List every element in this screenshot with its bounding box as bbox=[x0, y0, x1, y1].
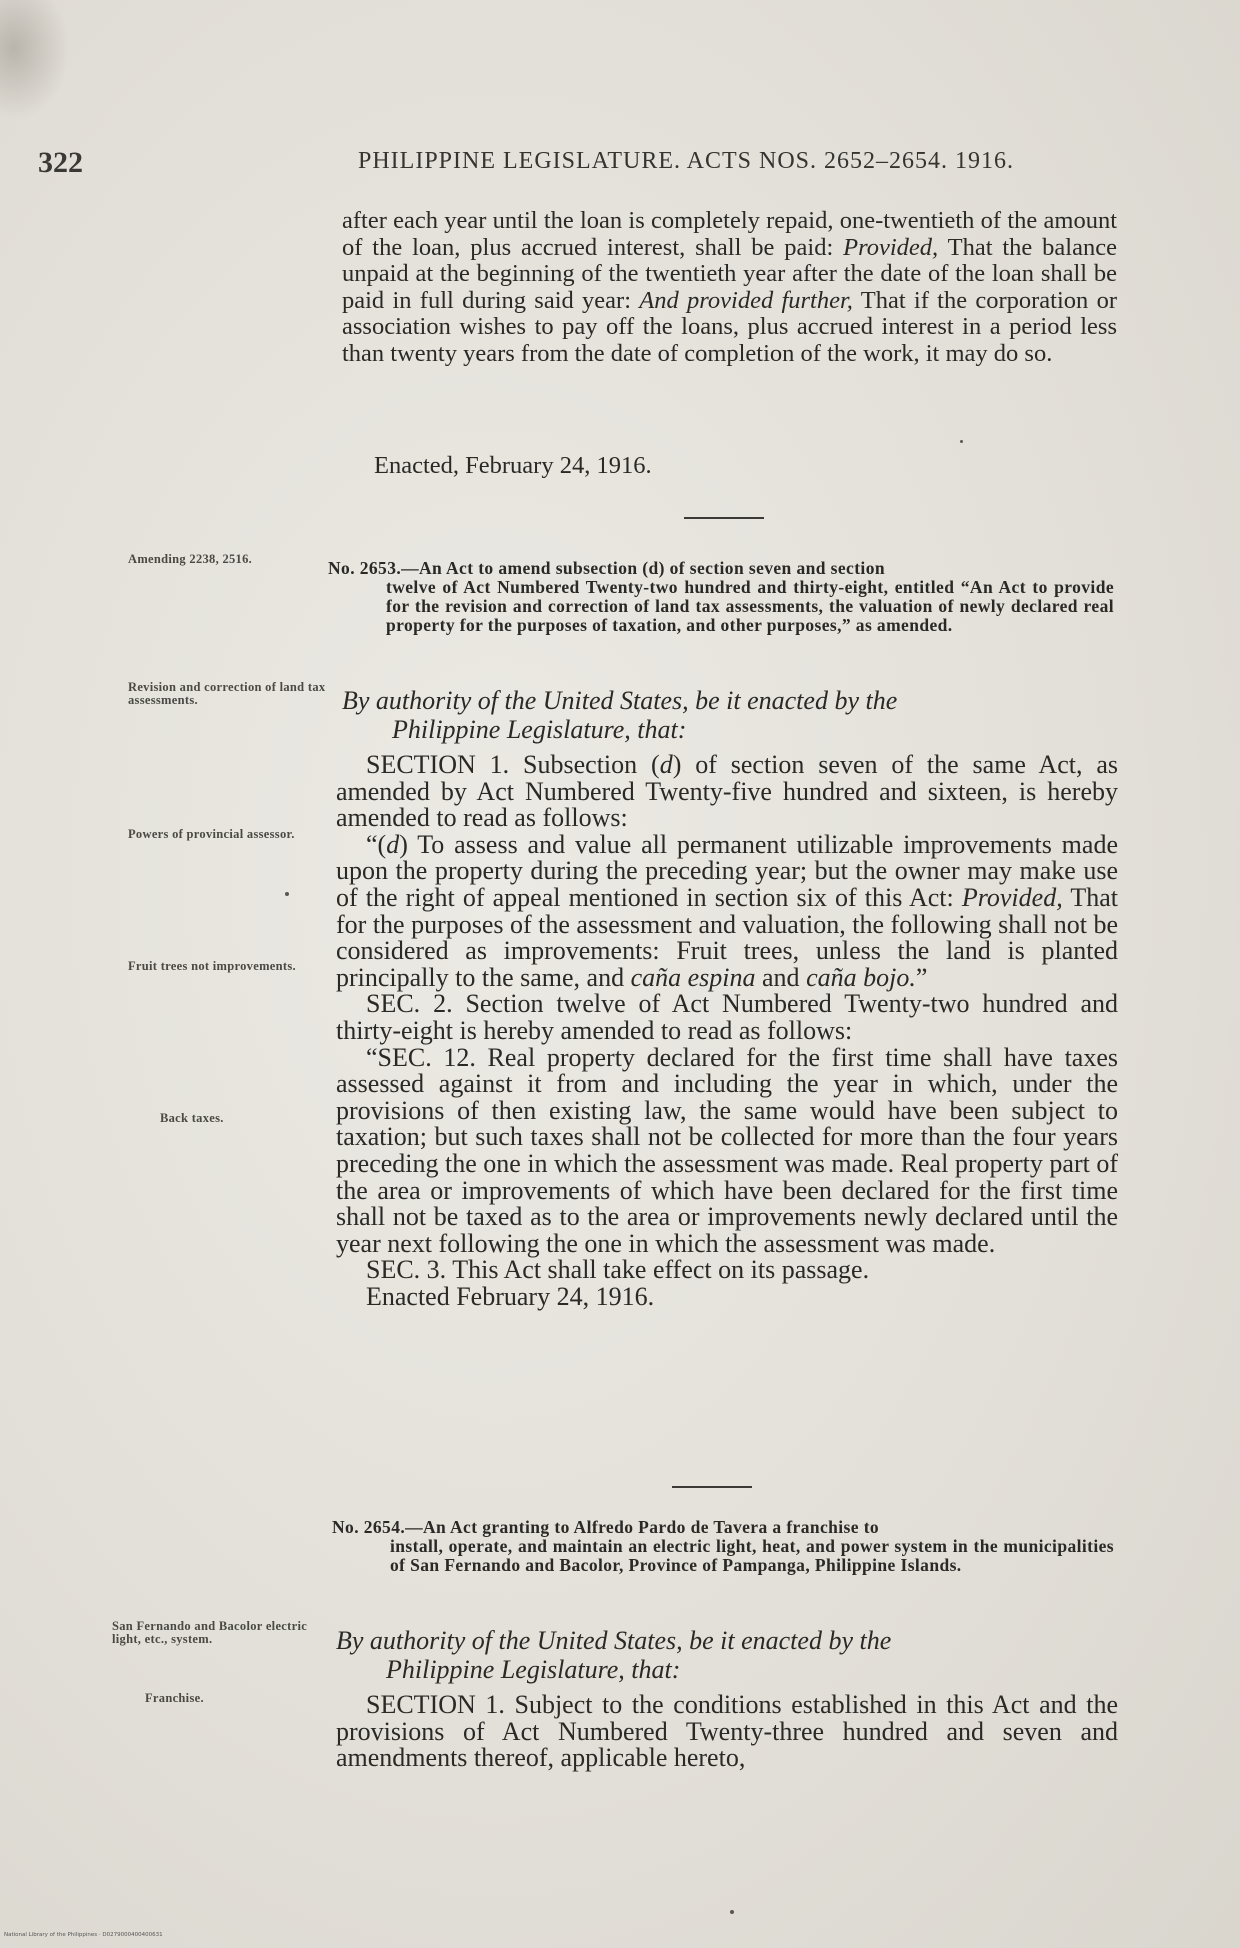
margin-note-san-fernando: San Fernando and Bacolor electric light, etc., system. bbox=[112, 1619, 308, 1646]
provided-further-italic: And provided further, bbox=[639, 286, 853, 314]
enacting-line-2: Philippine Legislature, that: bbox=[386, 1655, 681, 1684]
act-2652-enacted-date: Enacted, February 24, 1916. bbox=[374, 452, 652, 479]
provided-italic: Provided, bbox=[843, 233, 939, 261]
act-2653-enacting-clause bbox=[342, 686, 1117, 744]
section-divider-2 bbox=[672, 1486, 752, 1488]
act-2653-enacted-date: Enacted February 24, 1916. bbox=[366, 1281, 655, 1311]
scan-stain bbox=[0, 0, 70, 120]
quote-end: ” bbox=[915, 962, 928, 992]
act-2653-heading bbox=[328, 559, 1114, 635]
margin-note-back-taxes: Back taxes. bbox=[160, 1111, 224, 1125]
act-2653-section-3: SEC. 3. This Act shall take effect on its passage. bbox=[366, 1255, 870, 1285]
act-2652-closing-paragraph bbox=[342, 208, 1117, 367]
act-2654-heading-rest: install, operate, and maintain an electric light, heat, and power system in the municipalities of San Fernando and Bacolor, Province of Pampanga, Philippine Islands. bbox=[390, 1536, 1114, 1575]
and-word: and bbox=[755, 962, 807, 992]
act-2654-heading bbox=[332, 1518, 1114, 1575]
act-2654-heading-prefix: No. 2654.—An Act granting to Alfredo Pardo de Tavera a franchise to bbox=[332, 1517, 880, 1537]
sec1-text-a: SECTION 1. Subsection ( bbox=[366, 750, 660, 779]
act-2653-heading-rest: twelve of Act Numbered Twenty-two hundred and thirty-eight, entitled “An Act to provide for the revision and correction of land tax assessments, the valuation of newly declared real property for the purposes of taxation, and other purposes,” as amended. bbox=[386, 577, 1114, 635]
margin-note-franchise: Franchise. bbox=[145, 1691, 204, 1705]
running-head: PHILIPPINE LEGISLATURE. ACTS NOS. 2652–2654. 1916. bbox=[358, 148, 1015, 174]
act-2654-body bbox=[336, 1692, 1118, 1772]
margin-note-powers: Powers of provincial assessor. bbox=[128, 827, 295, 841]
scan-speck bbox=[730, 1910, 734, 1914]
scan-speck bbox=[960, 440, 963, 443]
act-2652-text-3: That if the corporation or association wishes to pay off the loans, plus accrued interest in a period less than twenty years from the date of completion of the work, it may do so. bbox=[342, 286, 1117, 367]
margin-note-revision: Revision and correction of land tax assessments. bbox=[128, 680, 326, 707]
act-2652-text-1: after each year until the loan is completely repaid, one-twentieth of the amount of the loan, plus accrued interest, shall be paid: bbox=[342, 207, 1117, 261]
quote-provided: Provided, bbox=[961, 882, 1063, 912]
quote-d: d bbox=[386, 829, 400, 859]
act-2653-quoted-subsection-d bbox=[336, 829, 1119, 992]
library-stamp: National Library of the Philippines · D0279000400400631 bbox=[4, 1932, 163, 1938]
enacting-line-1: By authority of the United States, be it enacted by the bbox=[342, 686, 898, 715]
act-2654-enacting-clause bbox=[336, 1626, 1111, 1684]
cana-bojo: caña bojo. bbox=[806, 962, 916, 992]
quote-b: ) To assess and value all permanent utilizable improvements made upon the property during the preceding year; but the owner may make use of the right of appeal mentioned in section six of this Act: bbox=[336, 829, 1118, 912]
sec1-d: d bbox=[659, 750, 673, 779]
enacting-line-2: Philippine Legislature, that: bbox=[392, 715, 687, 744]
quote-c: That for the purposes of the assessment and valuation, the following shall not be considered as improvements: Fruit trees, unless the land is planted principally to the same, and bbox=[336, 882, 1119, 992]
scan-speck bbox=[285, 892, 289, 896]
act-2653-section-2: SEC. 2. Section twelve of Act Numbered Twenty-two hundred and thirty-eight is hereby amended to read as follows: bbox=[336, 989, 1118, 1045]
cana-espina: caña espina bbox=[630, 962, 756, 992]
act-2653-quoted-section-12: “SEC. 12. Real property declared for the first time shall have taxes assessed against it from and including the year in which, under the provisions of then existing law, the same would have been subject to taxation; but such taxes shall not be collected for more than the four years preceding the one in which the assessment was made. Real property part of the area or improvements of which have been declared for the first time shall not be taxed as to the area or improvements newly declared until the year next following the one in which the assessment was made. bbox=[336, 1042, 1118, 1258]
act-2652-text-2: That the balance unpaid at the beginning of the twentieth year after the date of the loan shall be paid in full during said year: bbox=[342, 233, 1117, 314]
margin-note-amending: Amending 2238, 2516. bbox=[128, 552, 253, 566]
quote-a: “( bbox=[366, 829, 387, 859]
act-2653-section-1 bbox=[336, 752, 1118, 832]
enacting-line-1: By authority of the United States, be it enacted by the bbox=[336, 1626, 892, 1655]
sec1-text-b: ) of section seven of the same Act, as amended by Act Numbered Twenty-five hundred and sixteen, is hereby amended to read as follows: bbox=[336, 750, 1118, 833]
page-number: 322 bbox=[38, 146, 83, 179]
act-2653-body bbox=[336, 752, 1118, 1310]
margin-note-fruit-trees: Fruit trees not improvements. bbox=[128, 959, 296, 973]
act-2654-section-1: SECTION 1. Subject to the conditions established in this Act and the provisions of Act Numbered Twenty-three hundred and seven and amendments thereof, applicable hereto, bbox=[336, 1690, 1118, 1773]
act-2653-heading-prefix: No. 2653.—An Act to amend subsection (d) of section seven and section bbox=[328, 558, 885, 578]
section-divider bbox=[684, 517, 764, 519]
